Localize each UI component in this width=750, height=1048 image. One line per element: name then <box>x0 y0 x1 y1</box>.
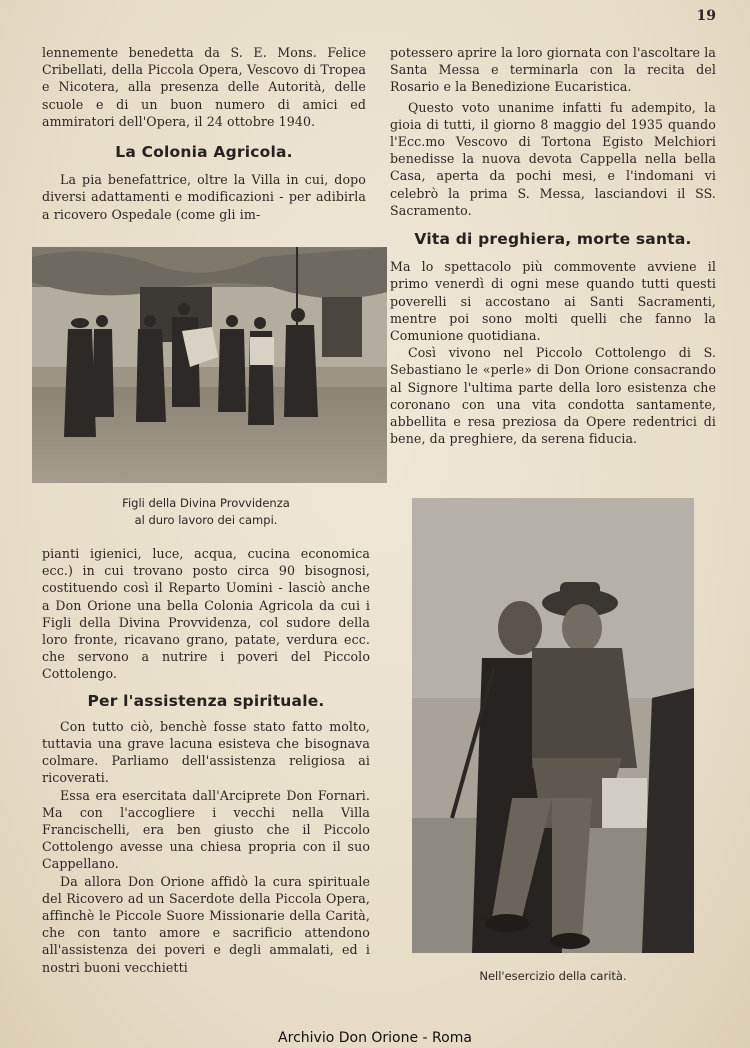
right-top-text: potessero aprire la loro giornata con l'ascoltare la Santa Messa e terminarla con la recita del Rosario e la Benedizione Eucaristica. <box>390 45 716 95</box>
assistenza-paragraph-2: Essa era esercitata dall'Arciprete Don Fornari. Ma con l'accogliere i vecchi nella Villa Francischelli, era ben giusto che il Piccolo Cottolengo avesse una chiesa propria con il suo Cappellano. <box>42 787 370 872</box>
assistenza-paragraph-1: Con tutto ciò, benchè fosse stato fatto molto, tuttavia una grave lacuna esisteva che bisognava colmare. Parliamo dell'assistenza religiosa ai ricoverati. <box>42 718 370 786</box>
page-number: 19 <box>696 8 716 24</box>
colonia-continuation: pianti igienici, luce, acqua, cucina economica ecc.) in cui trovano posto circa 90 bisognosi, costituendo così il Reparto Uomini - lasciò anche a Don Orione una bella Colonia Agricola da cui i Figli della Divina Provvidenza, col sudore della loro fronte, ricavano grano, patate, verdura ecc. che servono a nutrire i poveri del Piccolo Cottolengo. <box>42 546 370 682</box>
heading-colonia-agricola: La Colonia Agricola. <box>115 143 293 162</box>
farm-work-photo <box>32 247 387 483</box>
heading-assistenza-spirituale: Per l'assistenza spirituale. <box>87 691 325 710</box>
assistenza-paragraph-3: Da allora Don Orione affidò la cura spirituale del Ricovero ad un Sacerdote della Piccola Opera, affinchè le Piccole Suore Missionarie della Carità, che con tanto amore e sacrificio attendono all'assistenza dei poveri e degli ammalati, ed i nostri buoni vecchietti <box>42 873 370 975</box>
farm-caption-line1: Figli della Divina Provvidenza <box>122 496 290 510</box>
farm-caption-line2: al duro lavoro dei campi. <box>134 513 278 527</box>
left-column-bottom <box>42 545 370 976</box>
charity-photo-caption: Nell'esercizio della carità. <box>479 969 627 983</box>
heading-vita-di-preghiera: Vita di preghiera, morte santa. <box>414 230 692 249</box>
left-column-top <box>42 44 366 223</box>
farm-photo-caption <box>96 495 316 529</box>
voto-paragraph: Questo voto unanime infatti fu adempito, la gioia di tutti, il giorno 8 maggio del 1935 quando l'Ecc.mo Vescovo di Tortona Egisto Melchiori benedisse la nuova devota Cappella nella bella Casa, aperta da pochi mesi, e l'indomani vi celebrò la prima S. Messa, lasciandovi il SS. Sacramento. <box>390 99 716 218</box>
charity-photo <box>412 498 694 953</box>
right-column <box>390 44 716 447</box>
archive-footer: Archivio Don Orione - Roma <box>278 1030 472 1046</box>
left-top-text: lennemente benedetta da S. E. Mons. Felice Cribellati, della Piccola Opera, Vescovo di Tropea e Nicotera, alla presenza delle Autorità, delle scuole e di un buon numero di amici ed ammiratori dell'Opera, il 24 ottobre 1940. <box>42 45 366 129</box>
vita-paragraph-2: Così vivono nel Piccolo Cottolengo di S. Sebastiano le «perle» di Don Orione consacrando al Signore l'ultima parte della loro esistenza che coronano con una vita condotta santamente, abbellita e resa preziosa da Opere redentrici di bene, da preghiere, da serena fiducia. <box>390 345 716 447</box>
farm-photo-image <box>32 247 387 483</box>
colonia-paragraph: La pia benefattrice, oltre la Villa in cui, dopo diversi adattamenti e modificazioni - per adibirla a ricovero Ospedale (come gli im- <box>42 172 366 222</box>
charity-photo-image <box>412 498 694 953</box>
vita-paragraph-1: Ma lo spettacolo più commovente avviene il primo venerdì di ogni mese quando tutti questi poverelli si accostano ai Santi Sacramenti, mentre poi sono molti quelli che fanno la Comunione quotidiana. <box>390 259 716 344</box>
